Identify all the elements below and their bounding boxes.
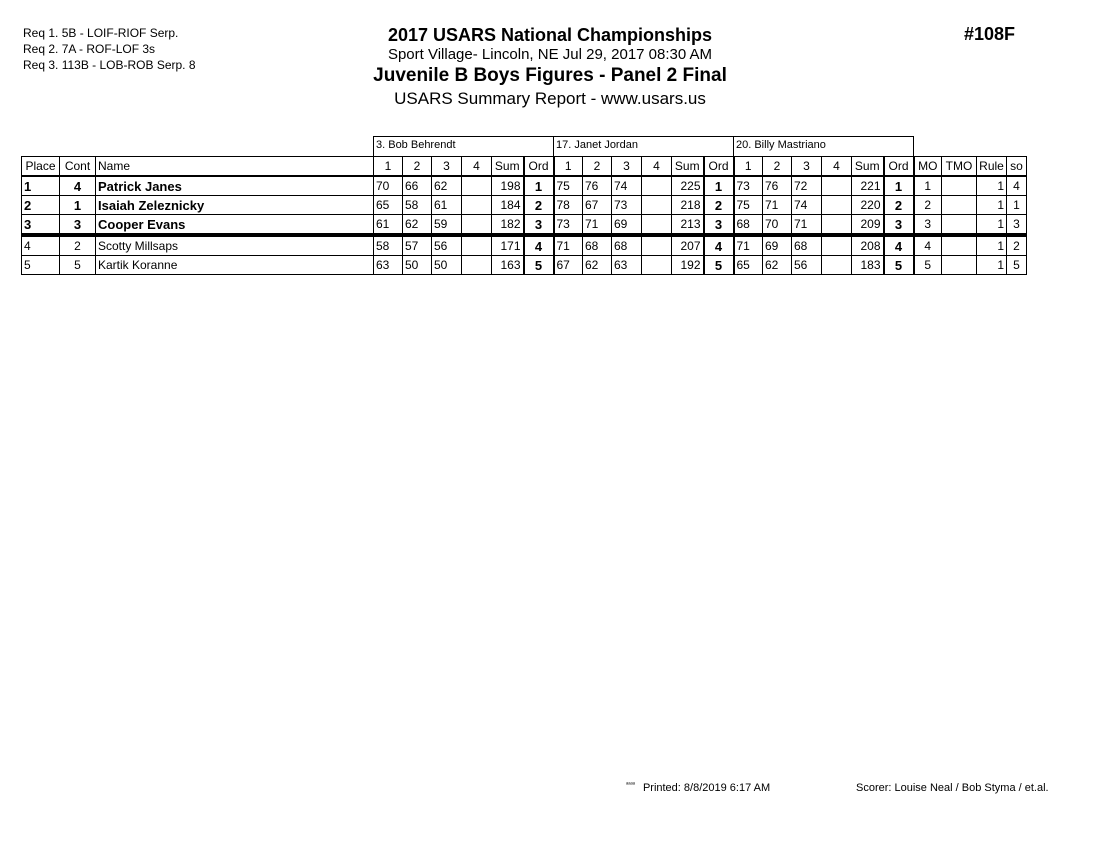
j2-score-cell: 74: [612, 176, 642, 196]
j2-col-3: 3: [612, 157, 642, 177]
j2-score-cell: 76: [583, 176, 612, 196]
j3-score-cell: 62: [763, 256, 792, 275]
j3-sum-cell: 183: [852, 256, 884, 275]
j1-sum-cell: 198: [492, 176, 524, 196]
rule-header: Rule: [977, 157, 1007, 177]
so-cell: 2: [1007, 235, 1027, 256]
j1-score-cell: 58: [374, 235, 403, 256]
name-header: Name: [96, 157, 374, 177]
mo-cell: 2: [914, 196, 942, 215]
table-row: [22, 215, 1027, 236]
name-cell: Patrick Janes: [96, 176, 374, 196]
j1-score-cell: 70: [374, 176, 403, 196]
j2-ord-cell: 1: [704, 176, 734, 196]
j3-score-cell: 56: [792, 256, 822, 275]
j3-col-sum: Sum: [852, 157, 884, 177]
mo-cell: 4: [914, 235, 942, 256]
j3-score-cell: 69: [763, 235, 792, 256]
j2-score-cell: 75: [554, 176, 583, 196]
j3-sum-cell: 208: [852, 235, 884, 256]
j3-score-cell: 71: [734, 235, 763, 256]
results-body: [22, 176, 1027, 275]
j2-sum-cell: 213: [672, 215, 704, 236]
j1-ord-cell: 5: [524, 256, 554, 275]
j2-score-cell: 68: [583, 235, 612, 256]
j2-sum-cell: 207: [672, 235, 704, 256]
place-cell: 5: [22, 256, 60, 275]
j1-sum-cell: 184: [492, 196, 524, 215]
cont-cell: 4: [60, 176, 96, 196]
j1-score-cell: [462, 215, 492, 236]
j2-sum-cell: 192: [672, 256, 704, 275]
judge-2-header: 17. Janet Jordan: [554, 137, 734, 157]
j1-score-cell: 63: [374, 256, 403, 275]
j3-col-1: 1: [734, 157, 763, 177]
j2-score-cell: 67: [583, 196, 612, 215]
tmo-cell: [942, 235, 977, 256]
j1-sum-cell: 163: [492, 256, 524, 275]
j2-score-cell: 73: [554, 215, 583, 236]
cont-cell: 3: [60, 215, 96, 236]
j1-score-cell: 59: [432, 215, 462, 236]
j3-ord-cell: 4: [884, 235, 914, 256]
mo-cell: 3: [914, 215, 942, 236]
j3-sum-cell: 209: [852, 215, 884, 236]
j3-score-cell: 68: [734, 215, 763, 236]
j2-score-cell: 67: [554, 256, 583, 275]
so-header: so: [1007, 157, 1027, 177]
j3-col-ord: Ord: [884, 157, 914, 177]
j1-score-cell: [462, 196, 492, 215]
j1-col-2: 2: [403, 157, 432, 177]
place-cell: 3: [22, 215, 60, 236]
j2-score-cell: [642, 176, 672, 196]
j1-col-sum: Sum: [492, 157, 524, 177]
j1-score-cell: [462, 235, 492, 256]
j1-score-cell: 65: [374, 196, 403, 215]
place-cell: 2: [22, 196, 60, 215]
so-cell: 4: [1007, 176, 1027, 196]
cont-header: Cont: [60, 157, 96, 177]
j3-ord-cell: 1: [884, 176, 914, 196]
j2-col-sum: Sum: [672, 157, 704, 177]
table-row: [22, 256, 1027, 275]
place-cell: 4: [22, 235, 60, 256]
j2-score-cell: 71: [554, 235, 583, 256]
j3-score-cell: 76: [763, 176, 792, 196]
j1-col-ord: Ord: [524, 157, 554, 177]
j1-score-cell: 56: [432, 235, 462, 256]
j3-score-cell: [822, 235, 852, 256]
j2-col-4: 4: [642, 157, 672, 177]
j1-score-cell: 50: [432, 256, 462, 275]
so-cell: 1: [1007, 196, 1027, 215]
j3-col-3: 3: [792, 157, 822, 177]
tmo-cell: [942, 256, 977, 275]
j2-score-cell: 73: [612, 196, 642, 215]
name-cell: Scotty Millsaps: [96, 235, 374, 256]
results-table: [21, 136, 1027, 275]
j1-score-cell: 58: [403, 196, 432, 215]
j3-ord-cell: 5: [884, 256, 914, 275]
j2-ord-cell: 2: [704, 196, 734, 215]
name-cell: Isaiah Zeleznicky: [96, 196, 374, 215]
rule-cell: 1: [977, 256, 1007, 275]
judge-1-header: 3. Bob Behrendt: [374, 137, 554, 157]
requirement-1: Req 1. 5B - LOIF-RIOF Serp.: [23, 26, 179, 40]
j3-score-cell: [822, 215, 852, 236]
j2-score-cell: [642, 215, 672, 236]
j1-col-3: 3: [432, 157, 462, 177]
j3-score-cell: 65: [734, 256, 763, 275]
report-line: USARS Summary Report - www.usars.us: [394, 89, 706, 108]
cont-cell: 5: [60, 256, 96, 275]
j1-score-cell: 57: [403, 235, 432, 256]
j1-score-cell: 66: [403, 176, 432, 196]
j2-score-cell: 69: [612, 215, 642, 236]
j1-col-4: 4: [462, 157, 492, 177]
place-header: Place: [22, 157, 60, 177]
j1-ord-cell: 2: [524, 196, 554, 215]
j3-score-cell: [822, 196, 852, 215]
j3-score-cell: 70: [763, 215, 792, 236]
j2-score-cell: [642, 235, 672, 256]
venue-line: Sport Village- Lincoln, NE Jul 29, 2017 08:30 AM: [387, 46, 713, 63]
j3-score-cell: 72: [792, 176, 822, 196]
j3-ord-cell: 2: [884, 196, 914, 215]
j1-ord-cell: 1: [524, 176, 554, 196]
j3-score-cell: 75: [734, 196, 763, 215]
j1-score-cell: 62: [403, 215, 432, 236]
table-row: [22, 176, 1027, 196]
mo-cell: 1: [914, 176, 942, 196]
rule-cell: 1: [977, 235, 1007, 256]
column-header-row: [22, 157, 1027, 177]
requirement-3: Req 3. 113B - LOB-ROB Serp. 8: [23, 58, 196, 72]
place-cell: 1: [22, 176, 60, 196]
j2-ord-cell: 3: [704, 215, 734, 236]
rule-cell: 1: [977, 176, 1007, 196]
tiny-mark: ᵃᵃᵃᵃ: [626, 782, 635, 788]
j3-sum-cell: 220: [852, 196, 884, 215]
j2-score-cell: 62: [583, 256, 612, 275]
name-cell: Kartik Koranne: [96, 256, 374, 275]
j2-sum-cell: 218: [672, 196, 704, 215]
mo-cell: 5: [914, 256, 942, 275]
j3-score-cell: 68: [792, 235, 822, 256]
j1-sum-cell: 182: [492, 215, 524, 236]
j3-ord-cell: 3: [884, 215, 914, 236]
j1-score-cell: [462, 176, 492, 196]
requirements-list: [23, 25, 196, 73]
table-row: [22, 235, 1027, 256]
j1-score-cell: 62: [432, 176, 462, 196]
j1-score-cell: 50: [403, 256, 432, 275]
j3-score-cell: [822, 176, 852, 196]
j2-score-cell: 68: [612, 235, 642, 256]
j3-score-cell: [822, 256, 852, 275]
j1-ord-cell: 3: [524, 215, 554, 236]
j2-score-cell: [642, 196, 672, 215]
printed-footer: [626, 782, 770, 794]
championship-title: 2017 USARS National Championships: [387, 25, 713, 45]
j1-ord-cell: 4: [524, 235, 554, 256]
tmo-cell: [942, 215, 977, 236]
j1-col-1: 1: [374, 157, 403, 177]
judges-row: [22, 137, 1027, 157]
mo-header: MO: [914, 157, 942, 177]
so-cell: 3: [1007, 215, 1027, 236]
event-number: #108F: [964, 24, 1016, 44]
scorer-footer: Scorer: Louise Neal / Bob Styma / et.al.: [856, 782, 1049, 794]
j3-col-4: 4: [822, 157, 852, 177]
event-title: Juvenile B Boys Figures - Panel 2 Final: [373, 65, 727, 86]
rule-cell: 1: [977, 196, 1007, 215]
j3-score-cell: 74: [792, 196, 822, 215]
requirement-2: Req 2. 7A - ROF-LOF 3s: [23, 42, 156, 56]
name-cell: Cooper Evans: [96, 215, 374, 236]
j2-ord-cell: 4: [704, 235, 734, 256]
report-header: [300, 24, 800, 110]
j1-score-cell: 61: [432, 196, 462, 215]
table-row: [22, 196, 1027, 215]
so-cell: 5: [1007, 256, 1027, 275]
printed-date: Printed: 8/8/2019 6:17 AM: [642, 782, 771, 794]
cont-cell: 2: [60, 235, 96, 256]
j1-score-cell: 61: [374, 215, 403, 236]
j3-score-cell: 71: [763, 196, 792, 215]
j2-score-cell: 78: [554, 196, 583, 215]
j2-col-1: 1: [554, 157, 583, 177]
judge-3-header: 20. Billy Mastriano: [734, 137, 914, 157]
j1-score-cell: [462, 256, 492, 275]
tmo-cell: [942, 176, 977, 196]
j2-col-2: 2: [583, 157, 612, 177]
j1-sum-cell: 171: [492, 235, 524, 256]
j3-col-2: 2: [763, 157, 792, 177]
j2-score-cell: 63: [612, 256, 642, 275]
j3-sum-cell: 221: [852, 176, 884, 196]
j2-score-cell: [642, 256, 672, 275]
j3-score-cell: 71: [792, 215, 822, 236]
j2-sum-cell: 225: [672, 176, 704, 196]
rule-cell: 1: [977, 215, 1007, 236]
tmo-header: TMO: [942, 157, 977, 177]
j3-score-cell: 73: [734, 176, 763, 196]
tmo-cell: [942, 196, 977, 215]
j2-ord-cell: 5: [704, 256, 734, 275]
j2-score-cell: 71: [583, 215, 612, 236]
cont-cell: 1: [60, 196, 96, 215]
j2-col-ord: Ord: [704, 157, 734, 177]
